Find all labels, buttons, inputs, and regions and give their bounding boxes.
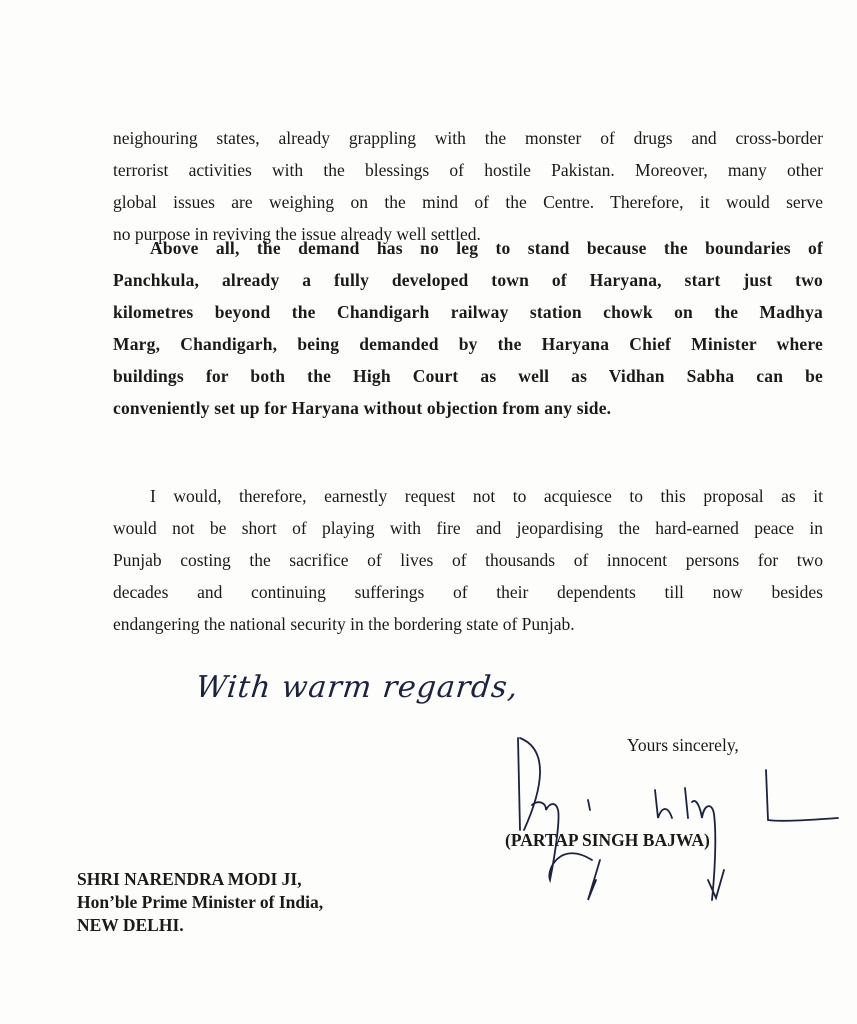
text-line: neighouring states, already grappling with the monster of drugs and cross-border: [113, 128, 823, 148]
signature: [480, 710, 840, 910]
text-line: no purpose in reviving the issue already well settled.: [113, 224, 481, 244]
text-line: would not be short of playing with fire and jeopardising the hard-earned peace in: [113, 518, 823, 538]
addressee-line: NEW DELHI.: [77, 915, 184, 935]
text-line: Punjab costing the sacrifice of lives of thousands of innocent persons for two: [113, 550, 823, 570]
addressee-line: SHRI NARENDRA MODI JI,: [77, 869, 302, 889]
handwritten-greeting: With warm regards,: [194, 670, 521, 705]
text-line: endangering the national security in the bordering state of Punjab.: [113, 614, 575, 634]
text-line: I would, therefore, earnestly request not to acquiesce to this proposal as it: [150, 486, 823, 506]
text-line: Panchkula, already a fully developed town of Haryana, start just two: [113, 270, 823, 290]
text-line: decades and continuing sufferings of their dependents till now besides: [113, 582, 823, 602]
closing: Yours sincerely,: [627, 735, 739, 755]
addressee-block: [77, 868, 323, 937]
paragraph-3: [113, 480, 823, 640]
paragraph-1: [113, 122, 823, 250]
text-line: global issues are weighing on the mind of the Centre. Therefore, it would serve: [113, 192, 823, 212]
text-line: kilometres beyond the Chandigarh railway station chowk on the Madhya: [113, 302, 823, 322]
paragraph-2: [113, 232, 823, 424]
text-line: Above all, the demand has no leg to stand because the boundaries of: [150, 238, 823, 258]
text-line: Marg, Chandigarh, being demanded by the Haryana Chief Minister where: [113, 334, 823, 354]
signatory-name: (PARTAP SINGH BAJWA): [505, 830, 710, 850]
addressee-line: Hon’ble Prime Minister of India,: [77, 892, 324, 912]
text-line: terrorist activities with the blessings of hostile Pakistan. Moreover, many other: [113, 160, 823, 180]
text-line: buildings for both the High Court as well as Vidhan Sabha can be: [113, 366, 823, 386]
text-line: conveniently set up for Haryana without objection from any side.: [113, 398, 612, 418]
